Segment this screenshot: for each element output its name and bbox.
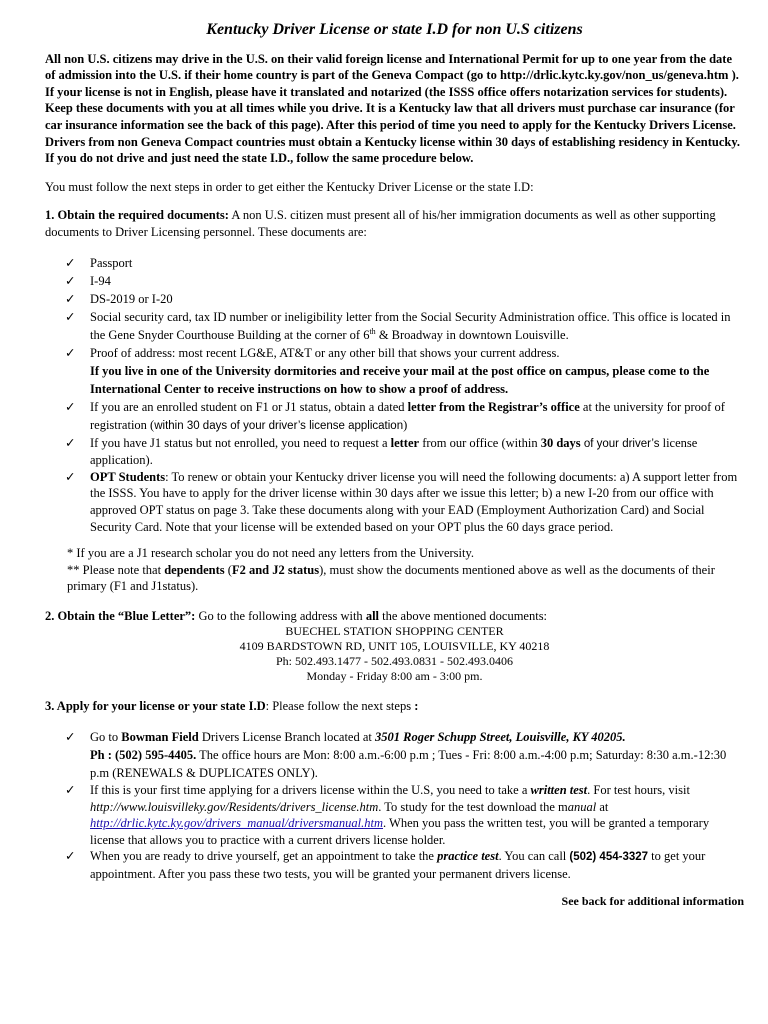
list-item: ✓ I-94 (65, 273, 111, 288)
check-icon: ✓ (65, 783, 76, 798)
drivers-manual-link[interactable]: http://drlic.kytc.ky.gov/drivers_manual/driversmanual.htm (90, 816, 384, 831)
list-item: ✓ Passport (65, 255, 133, 270)
check-icon: ✓ (65, 309, 76, 324)
office-phone: Ph: 502.493.1477 - 502.493.0831 - 502.493.0406 (276, 654, 513, 669)
office-hours: Monday - Friday 8:00 am - 3:00 pm. (306, 669, 483, 684)
check-icon: ✓ (65, 730, 76, 745)
dependents-note: ** Please note that dependents (F2 and J2 status), must show the documents mentioned above as well as the documents of their primary (F1 and J1status). (67, 562, 715, 594)
license-steps-list (45, 728, 744, 883)
page-title: Kentucky Driver License or state I.D for non U.S citizens (206, 21, 583, 38)
office-street: 4109 BARDSTOWN RD, UNIT 105, LOUISVILLE, KY 40218 (239, 639, 550, 654)
step3-paragraph: 3. Apply for your license or your state I.D: Please follow the next steps : (45, 699, 419, 714)
list-item: ✓ OPT Students: To renew or obtain your Kentucky driver license you will need the following documents: a) A support letter from the ISSS. You have to apply for the driver license within 30 days after we issue this letter; b) a new I-20 from our office with approved OPT status on page 3. Take these documents along with your EAD (Employment Authorization Card) and Social Security Card. Note that your license will be extended based on your OPT plus the 60 days grace period. (65, 469, 738, 534)
list-item: ✓ Proof of address: most recent LG&E, AT&T or any other bill that shows your current address. If you live in one of the University dormitories and receive your mail at the post office on campus, please come to the International Center to receive instructions on how to show a proof of address. (65, 345, 710, 396)
step1-text: A non U.S. citizen must present all of his/her immigration documents as well as other supporting documents to Driver Licensing personnel. These documents are: (45, 208, 716, 239)
check-icon: ✓ (65, 849, 76, 864)
documents-list-continued (45, 435, 744, 536)
intro-paragraph: All non U.S. citizens may drive in the U.S. on their valid foreign license and International Permit for up to one year from the date of admission into the U.S. if their home country is part of the Geneva Compact (go to http://drlic.kytc.ky.gov/non_us/geneva.htm ). If your license is not in English, please have it translated and notarized (the ISSS office offers notarization services for students). Keep these documents with you at all times while you drive. It is a Kentucky law that all drivers must purchase car insurance (for car insurance information see the back of this page). After this period of time you need to apply for the Kentucky Drivers License. Drivers from non Geneva Compact countries must obtain a Kentucky license within 30 days of establishing residency in Kentucky. If you do not drive and just need the state I.D., follow the same procedure below. (45, 51, 741, 166)
check-icon: ✓ (65, 255, 76, 270)
louisville-license-link[interactable]: http://www.louisvilleky.gov/Residents/drivers_license.htm (90, 799, 379, 814)
step1-heading: 1. Obtain the required documents: (45, 208, 229, 223)
list-item: ✓ Social security card, tax ID number or ineligibility letter from the Social Security Administration office. This office is located in the Gene Snyder Courthouse Building at the corner of 6th & Broadway in downtown Louisville. (65, 309, 731, 342)
documents-list (45, 254, 744, 435)
check-icon: ✓ (65, 469, 76, 484)
step3-heading: 3. Apply for your license or your state I.D (45, 699, 266, 714)
check-icon: ✓ (65, 345, 76, 360)
list-item: ✓ DS-2019 or I-20 (65, 291, 173, 306)
check-icon: ✓ (65, 273, 76, 288)
check-icon: ✓ (65, 399, 76, 414)
list-item: ✓ Go to Bowman Field Drivers License Branch located at 3501 Roger Schupp Street, Louisville, KY 40205. Ph : (502) 595-4405. The office hours are Mon: 8:00 a.m.-6:00 p.m ; Tues - Fri: 8:00 a.m.-4:00 p.m; Saturday: 8:30 a.m.-12:30 p.m (RENEWALS & DUPLICATES ONLY). (65, 730, 727, 781)
step2-paragraph: 2. Obtain the “Blue Letter”: Go to the following address with all the above mentioned documents: (45, 608, 548, 623)
check-icon: ✓ (65, 435, 76, 450)
list-item: ✓ When you are ready to drive yourself, get an appointment to take the practice test. You can call (502) 454-3327 to get your appointment. After you pass these two tests, you will be granted your permanent drivers license. (65, 849, 706, 882)
j1-scholar-note: * If you are a J1 research scholar you do not need any letters from the University. (67, 546, 475, 561)
appointment-phone: (502) 454-3327 (569, 851, 649, 864)
steps-intro: You must follow the next steps in order to get either the Kentucky Driver License or the state I.D: (45, 179, 534, 194)
step2-heading: 2. Obtain the “Blue Letter”: (45, 608, 196, 623)
office-name: BUECHEL STATION SHOPPING CENTER (285, 624, 504, 639)
blue-letter-address (45, 624, 744, 684)
list-item: ✓ If you have J1 status but not enrolled, you need to request a letter from our office (within 30 days of your driver’s license application). (65, 435, 698, 468)
check-icon: ✓ (65, 291, 76, 306)
footer-note: See back for additional information (561, 893, 744, 908)
list-item: ✓ If you are an enrolled student on F1 or J1 status, obtain a dated letter from the Registrar’s office at the university for proof of registration (within 30 days of your driver’s license application) (65, 399, 725, 432)
list-item: ✓ If this is your first time applying for a drivers license within the U.S, you need to take a written test. For test hours, visit http://www.louisvilleky.gov/Residents/drivers_license.htm. To study for the test download the manual at http://drlic.kytc.ky.gov/drivers_manual/driversmanual.htm. When you pass the written test, you will be granted a temporary license that allows you to practice with a current drivers license holder. (65, 783, 710, 847)
step1-paragraph (45, 207, 744, 240)
